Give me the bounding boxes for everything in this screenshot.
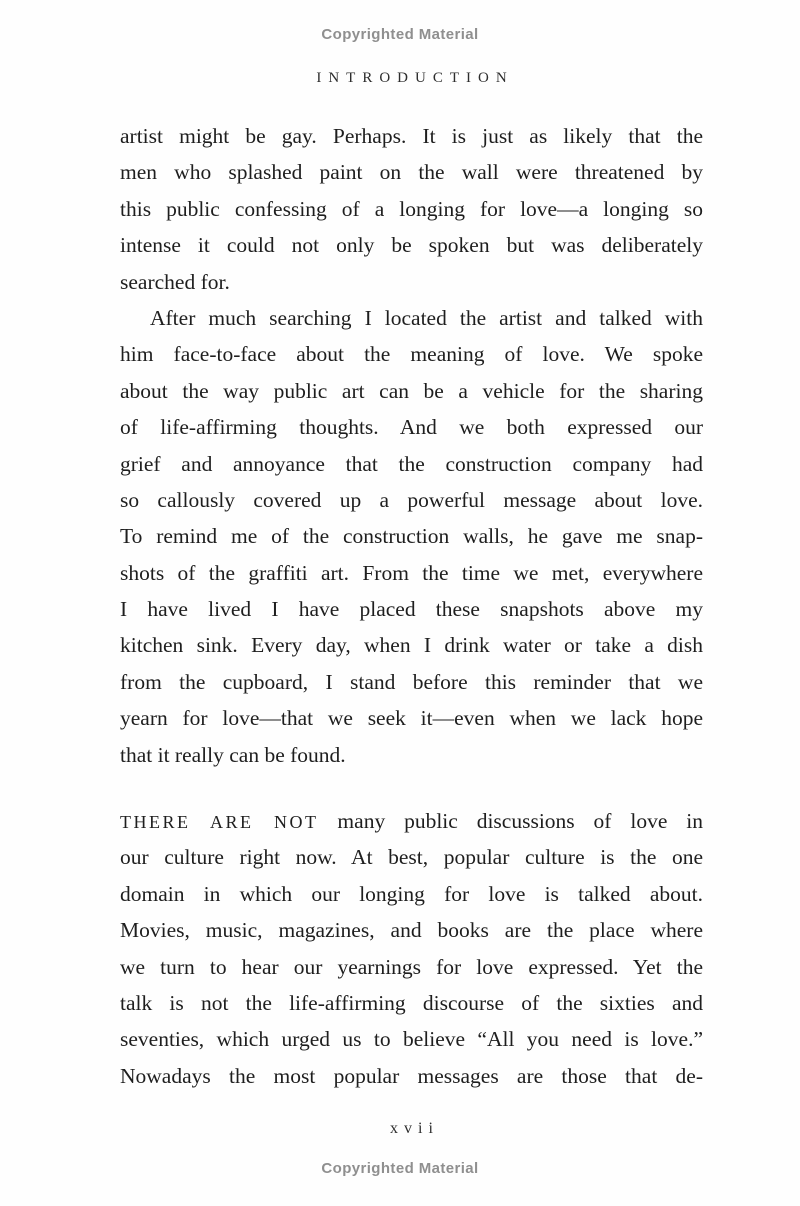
text-line: Nowadays the most popular messages are those that de-: [120, 1063, 703, 1088]
text-line: kitchen sink. Every day, when I drink water or take a dish: [120, 633, 703, 658]
text-line: that it really can be found.: [120, 742, 346, 767]
text-line: so callously covered up a powerful message about love.: [120, 487, 703, 512]
page-number: xvii: [390, 1120, 439, 1137]
text-line: domain in which our longing for love is talked about.: [120, 881, 703, 906]
text-line: artist might be gay. Perhaps. It is just as likely that the: [120, 124, 703, 148]
text-line: of life-affirming thoughts. And we both expressed our: [120, 415, 703, 440]
text-line: seventies, which urged us to believe “All you need is love.”: [120, 1027, 703, 1052]
text-line: searched for.: [120, 269, 230, 294]
text-line: [120, 803, 703, 839]
text-line: intense it could not only be spoken but was deliberately: [120, 233, 703, 258]
paragraph: [120, 300, 703, 773]
text-line: yearn for love—that we seek it—even when we lack hope: [120, 706, 703, 731]
text-line: grief and annoyance that the construction company had: [120, 451, 703, 476]
text-line: Movies, music, magazines, and books are the place where: [120, 918, 703, 943]
chapter-heading: INTRODUCTION: [316, 70, 514, 86]
text-line: I have lived I have placed these snapshots above my: [120, 597, 703, 622]
lead-caps-text: THERE ARE NOT: [120, 812, 319, 833]
text-line: our culture right now. At best, popular culture is the one: [120, 845, 703, 870]
text-line: talk is not the life-affirming discourse of the sixties and: [120, 990, 703, 1015]
text-line: After much searching I located the artist and talked with: [150, 305, 703, 330]
text-line: men who splashed paint on the wall were threatened by: [120, 160, 703, 185]
paragraph: [120, 803, 703, 1094]
text-line: To remind me of the construction walls, he gave me snap-: [120, 524, 703, 549]
text-line: shots of the graffiti art. From the time we met, everywhere: [120, 560, 703, 585]
text-line: this public confessing of a longing for love—a longing so: [120, 196, 703, 221]
paragraph: [120, 118, 703, 300]
text-line: we turn to hear our yearnings for love expressed. Yet the: [120, 954, 703, 979]
copyright-notice-top: Copyrighted Material: [321, 26, 479, 43]
text-line: from the cupboard, I stand before this reminder that we: [120, 669, 703, 694]
copyright-notice-bottom: Copyrighted Material: [321, 1160, 479, 1177]
text-line: about the way public art can be a vehicle for the sharing: [120, 378, 703, 403]
body-text: [120, 118, 703, 1094]
text-line: him face-to-face about the meaning of love. We spoke: [120, 342, 703, 367]
line-text: many public discussions of love in: [337, 809, 703, 834]
